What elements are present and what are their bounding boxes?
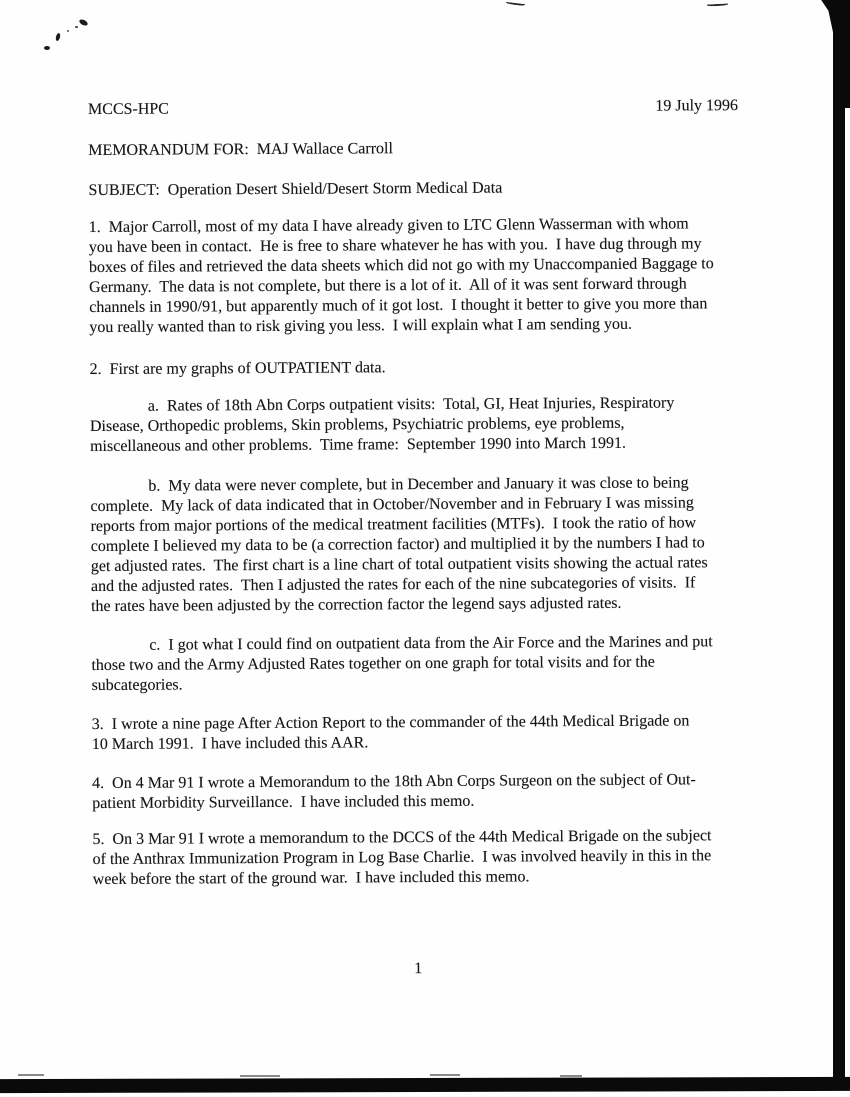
paragraph-3: 3. I wrote a nine page After Action Report to the commander of the 44th Medical Brigade on 10 March 1991. I have included this AAR. [91,712,690,754]
scan-edge-bar-right [833,0,845,1082]
subject-line: SUBJECT: Operation Desert Shield/Desert Storm Medical Data [88,179,503,200]
pen-mark [44,46,50,50]
pen-mark [55,33,61,42]
scan-noise-speck [18,1074,44,1076]
memorandum-for-line: MEMORANDUM FOR: MAJ Wallace Carroll [88,140,393,160]
memo-content [87,0,794,1097]
paragraph-1: 1. Major Carroll, most of my data I have already given to LTC Glenn Wasserman with whom you have been in contact. He is free to share whatever he has with you. I have dug through my boxes of files and retrieved the data sheets which did not go with my Unaccompanied Baggage to Germany. The data is not complete, but there is a lot of it. All of it was sent forward through channels in 1990/91, but apparently much of it got lost. I thought it better to give you more than you really wanted than to risk giving you less. I will explain what I am sending you. [88,215,714,337]
memo-date: 19 July 1996 [655,97,739,115]
paragraph-2c: c. I got what I could find on outpatient data from the Air Force and the Marines and put those two and the Army Adjusted Rates together on one graph for total visits and for the subcategories. [91,633,713,695]
memo-header-row [88,96,738,120]
pen-mark [67,30,69,32]
pen-mark [75,26,78,28]
paragraph-2: 2. First are my graphs of OUTPATIENT data. [89,359,386,379]
paragraph-2b: b. My data were never complete, but in December and January it was close to being complete. My lack of data indicated that in October/November and in February I was missing reports from major portions of the medical treatment facilities (MTFs). I took the ratio of how complete I believed my data to be (a correction factor) and multiplied it by the numbers I had to get adjusted rates. The first chart is a line chart of total outpatient visits showing the actual rates and the adjusted rates. Then I adjusted the rates for each of the nine subcategories of visits. If the rates have been adjusted by the correction factor the legend says adjusted rates. [90,474,708,616]
paragraph-5: 5. On 3 Mar 91 I wrote a memorandum to the DCCS of the 44th Medical Brigade on the subject of the Anthrax Immunization Program in Log Base Charlie. I was involved heavily in this in the week before the start of the ground war. I have included this memo. [92,827,712,889]
page-number: 1 [414,960,423,978]
paragraph-2a: a. Rates of 18th Abn Corps outpatient visits: Total, GI, Heat Injuries, Respiratory Disease, Orthopedic problems, Skin problems, Psychiatric problems, eye problems, miscellaneous and other problems. Time frame: September 1990 into March 1991. [89,394,675,456]
office-symbol: MCCS-HPC [87,100,169,119]
paragraph-4: 4. On 4 Mar 91 I wrote a Memorandum to the 18th Abn Corps Surgeon on the subject of Out- patient Morbidity Surveillance. I have included this memo. [92,771,696,813]
